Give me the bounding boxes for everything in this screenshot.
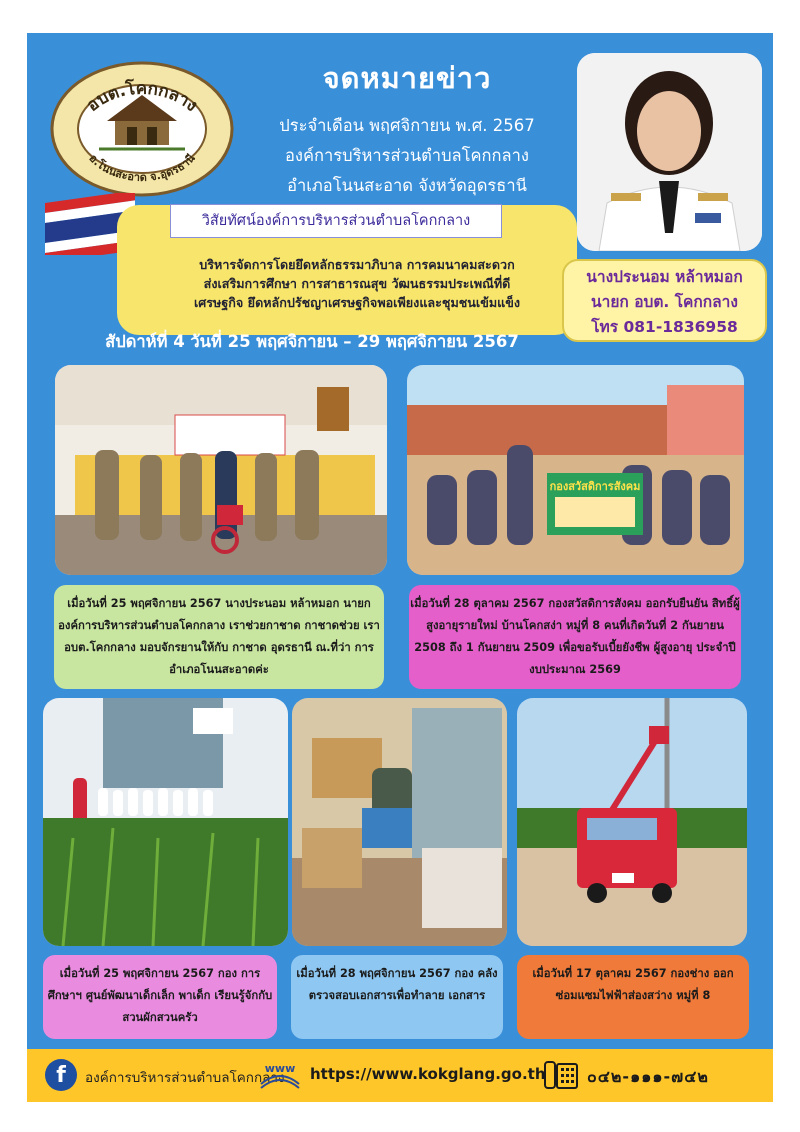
newsletter-page — [27, 33, 773, 1102]
photo-bicycle-donation — [55, 365, 387, 575]
district-line: อำเภอโนนสะอาด จังหวัดอุดรธานี — [287, 176, 527, 195]
mayor-phone: โทร 081-1836958 — [591, 318, 738, 336]
office-phone[interactable]: ๐๔๒-๑๑๑-๗๔๒ — [587, 1067, 709, 1086]
photo-vegetable-garden — [43, 698, 288, 946]
mayor-name: นางประนอม หล้าหมอก — [586, 268, 743, 286]
banner-text: กองสวัสดิการสังคม — [549, 480, 641, 493]
newsletter-title: จดหมายข่าว — [322, 61, 492, 95]
organization-line: องค์การบริหารส่วนตำบลโคกกลาง — [285, 146, 529, 165]
caption-electric-repair: เมื่อวันที่ 17 ตุลาคม 2567 กองช่าง ออก ซ่อมแซมไฟฟ้าส่องสว่าง หมู่ที่ 8 — [517, 955, 749, 1039]
footer-bar — [27, 1049, 773, 1102]
vision-statement — [147, 255, 567, 312]
vision-line: ส่งเสริมการศึกษา การสาธารณสุข วัฒนธรรมประเพณีที่ดี — [203, 276, 511, 291]
vision-line: เศรษฐกิจ ยึดหลักปรัชญาเศรษฐกิจพอเพียงและชุมชนเข้มแข็ง — [193, 295, 521, 310]
caption-bicycle-donation: เมื่อวันที่ 25 พฤศจิกายน 2567 นางประนอม หล้าหมอก นายก องค์การบริหารส่วนตำบลโคกกลาง เราช่วยกาชาด กาชาดช่วย เรา อบต.โคกกลาง มอบจักรยานให้กับ กาชาด อุดรธานี ณ.ที่ว่า การอำเภอโนนสะอาดค่ะ — [54, 585, 384, 689]
www-label: www — [264, 1062, 296, 1075]
photo-elderly-registration — [407, 365, 744, 575]
mayor-position: นายก อบต. โคกกลาง — [591, 293, 738, 311]
phone-icon — [543, 1058, 579, 1092]
week-heading: สัปดาห์ที่ 4 วันที่ 25 พฤศจิกายน – 29 พฤศจิกายน 2567 — [105, 332, 519, 351]
caption-garden: เมื่อวันที่ 25 พฤศจิกายน 2567 กอง การศึกษาฯ ศูนย์พัฒนาเด็กเล็ก พาเด็ก เรียนรู้จักกับสวนผักสวนครัว — [43, 955, 277, 1039]
seal-top-text: อบต.โคกกลาง — [82, 78, 202, 116]
organization-seal — [49, 57, 235, 197]
photo-electric-repair-truck — [517, 698, 747, 946]
caption-documents: เมื่อวันที่ 28 พฤศจิกายน 2567 กอง คลัง ตรวจสอบเอกสารเพื่อทำลาย เอกสาร — [291, 955, 503, 1039]
caption-elderly-registration: เมื่อวันที่ 28 ตุลาคม 2567 กองสวัสดิการสังคม ออกรับยืนยัน สิทธิ์ผู้สูงอายุรายใหม่ บ้านโคกสง่า หมู่ที่ 8 คนที่เกิดวันที่ 2 กันยายน 2508 ถึง 1 กันยายน 2509 เพื่อขอรับเบี้ยยังชีพ ผู้สูงอายุ ประจำปี งบประมาณ 2569 — [409, 585, 741, 689]
month-line: ประจำเดือน พฤศจิกายน พ.ศ. 2567 — [279, 116, 535, 135]
vision-title: วิสัยทัศน์องค์การบริหารส่วนตำบลโคกกลาง — [170, 204, 502, 238]
globe-icon — [257, 1058, 303, 1092]
website-link[interactable]: https://www.kokglang.go.th — [310, 1065, 546, 1083]
mayor-info-box — [562, 259, 767, 342]
seal-bottom-text: อ.โนนสะอาด จ.อุดรธานี — [86, 151, 198, 184]
photo-document-inspection — [292, 698, 507, 946]
mayor-portrait — [577, 53, 762, 251]
facebook-icon[interactable]: f — [45, 1059, 77, 1091]
vision-line: บริหารจัดการโดยยึดหลักธรรมาภิบาล การคมนาคมสะดวก — [199, 257, 515, 272]
facebook-page-name[interactable]: องค์การบริหารส่วนตำบลโคกกลาง — [85, 1070, 285, 1086]
